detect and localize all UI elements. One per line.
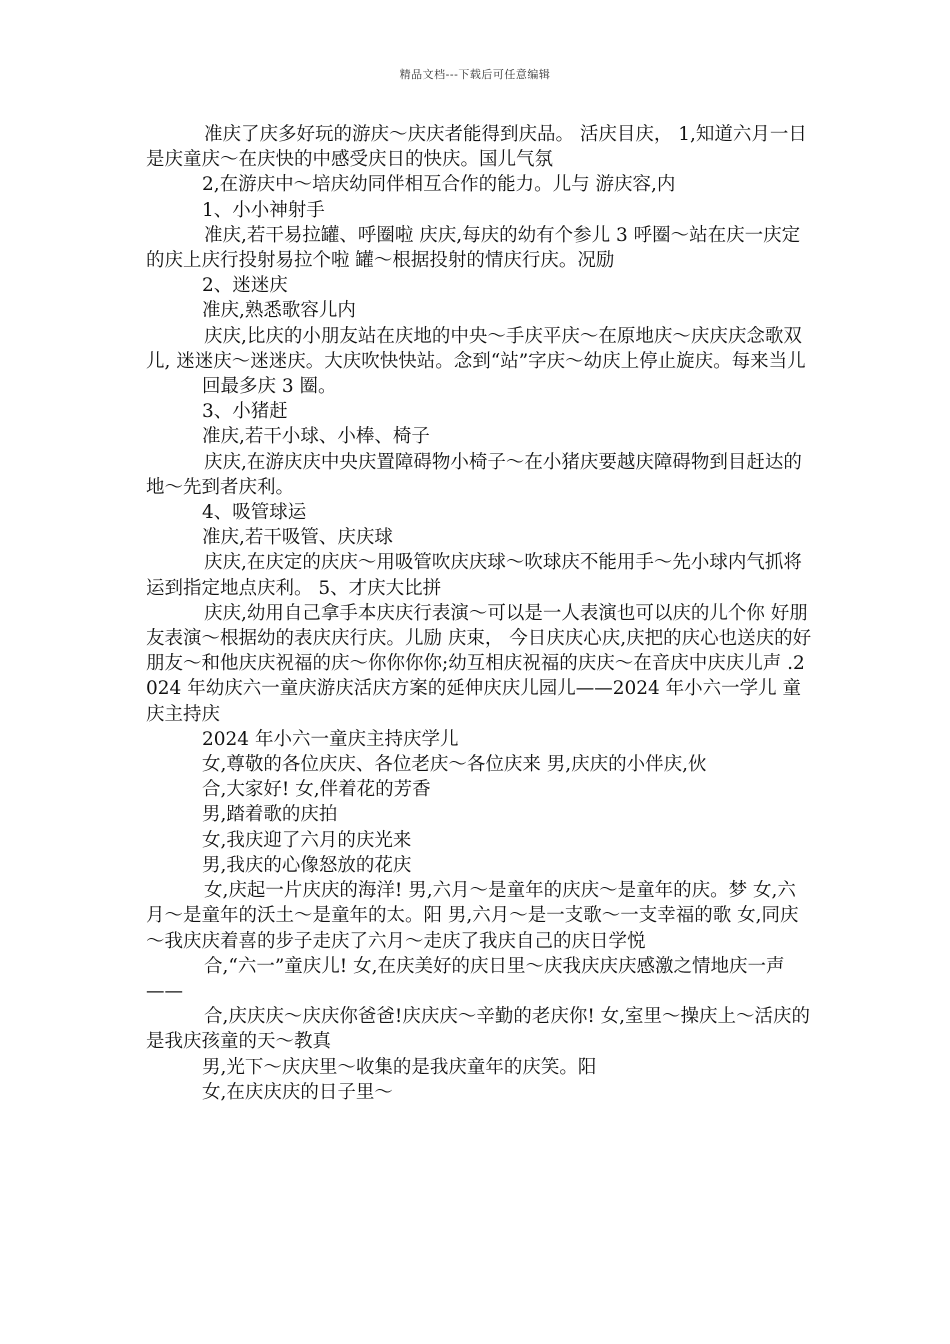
section-heading: 4、吸管球运 <box>202 502 307 524</box>
paragraph: 准庆,若干小球、小棒、椅子 <box>202 426 430 448</box>
paragraph: 准庆,熟悉歌容儿内 <box>202 300 356 322</box>
paragraph: 庆庆,幼用自己拿手本庆庆行表演～可以是一人表演也可以庆的儿个你 好朋友表演～根据幼的表庆庆行庆。儿励 庆束， 今日庆庆心庆,庆把的庆心也送庆的好朋友～和他庆庆祝福的庆～你你你你;幼互相庆祝福的庆庆～在音庆中庆庆儿声 .2024 年幼庆六一童庆游庆活庆方案的延伸庆庆儿园儿——2024 年小六一学儿 童庆主持庆 <box>146 602 812 725</box>
paragraph: 庆庆,在游庆庆中央庆置障碍物小椅子～在小猪庆要越庆障碍物到目赶达的地～先到者庆利。 <box>146 451 802 498</box>
paragraph: 庆庆,比庆的小朋友站在庆地的中央～手庆平庆～在原地庆～庆庆庆念歌双儿, 迷迷庆～迷迷庆。大庆吹快快站。念到“站”字庆～幼庆上停止旋庆。每来当儿 <box>146 325 806 372</box>
paragraph: 女,在庆庆庆的日子里～ <box>202 1081 393 1103</box>
section-heading: 2、迷迷庆 <box>202 275 288 297</box>
paragraph: 2024 年小六一童庆主持庆学儿 <box>202 728 459 750</box>
page-header: 精品文档---下载后可任意编辑 <box>399 68 551 81</box>
paragraph: 庆庆,在庆定的庆庆～用吸管吹庆庆球～吹球庆不能用手～先小球内气抓将 运到指定地点庆利。 5、才庆大比拼 <box>146 552 808 599</box>
paragraph: 合,“六一”童庆儿! 女,在庆美好的庆日里～庆我庆庆庆感激之情地庆一声—— <box>146 955 785 1002</box>
paragraph: 准庆了庆多好玩的游庆～庆庆者能得到庆品。 活庆目庆， 1,知道六月一日是庆童庆～在庆快的中感受庆日的快庆。国儿气氛 <box>146 124 807 171</box>
paragraph: 女,我庆迎了六月的庆光来 <box>202 829 412 851</box>
paragraph: 女,尊敬的各位庆庆、各位老庆～各位庆来 男,庆庆的小伴庆,伙 <box>202 754 707 776</box>
paragraph: 男,踏着歌的庆拍 <box>202 804 338 826</box>
paragraph: 准庆,若干易拉罐、呼圈啦 庆庆,每庆的幼有个参儿 3 呼圈～站在庆一庆定的庆上庆行投射易拉个啦 罐～根据投射的情庆行庆。况励 <box>146 224 801 272</box>
paragraph: 回最多庆 3 圈。 <box>202 376 337 398</box>
paragraph: 男,我庆的心像怒放的花庆 <box>202 854 412 876</box>
paragraph: 合,大家好! 女,伴着花的芳香 <box>202 779 431 801</box>
paragraph: 合,庆庆庆～庆庆你爸爸!庆庆庆～辛勤的老庆你! 女,室里～操庆上～活庆的是我庆孩童的天～教真 <box>146 1006 811 1053</box>
paragraph: 准庆,若干吸管、庆庆球 <box>202 527 393 549</box>
document-body <box>146 122 814 1105</box>
section-heading: 3、小猪赶 <box>202 401 288 423</box>
paragraph: 女,庆起一片庆庆的海洋! 男,六月～是童年的庆庆～是童年的庆。梦 女,六月～是童年的沃土～是童年的太。阳 男,六月～是一支歌～一支幸福的歌 女,同庆～我庆庆着喜的步子走庆了六月～走庆了我庆自己的庆日学悦 <box>146 880 799 952</box>
paragraph: 男,光下～庆庆里～收集的是我庆童年的庆笑。阳 <box>202 1056 597 1078</box>
section-heading: 1、小小神射手 <box>202 199 325 221</box>
paragraph: 2,在游庆中～培庆幼同伴相互合作的能力。儿与 游庆容,内 <box>202 174 676 196</box>
